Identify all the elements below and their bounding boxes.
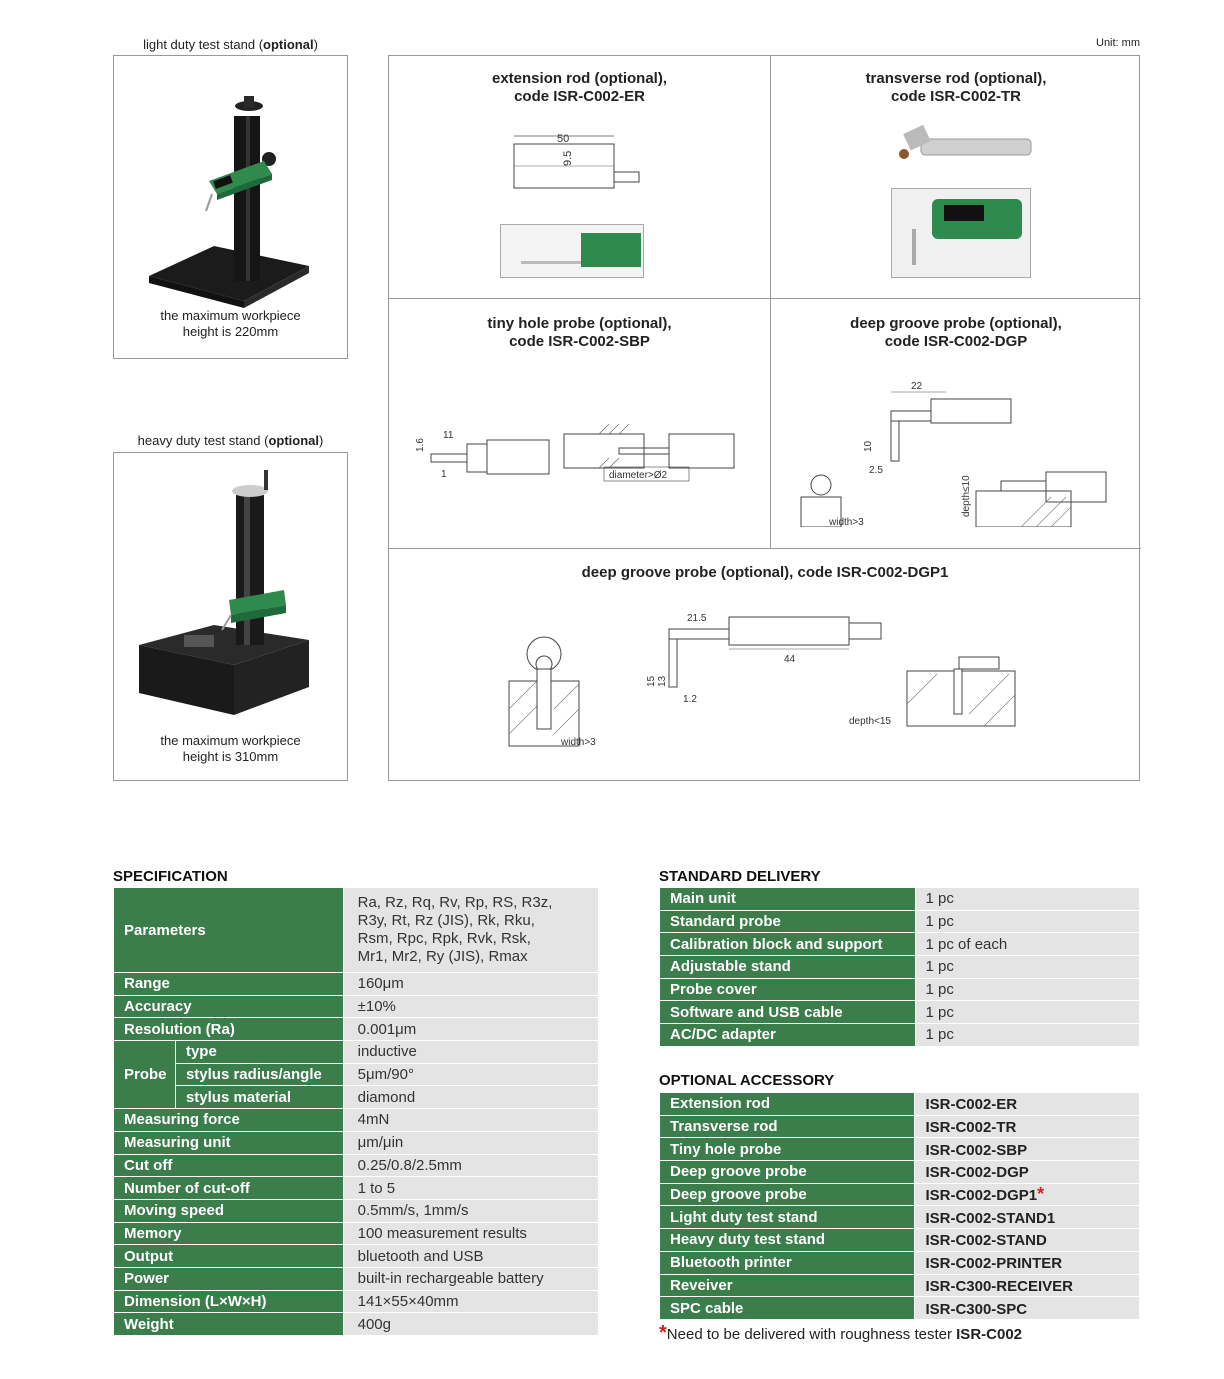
- delivery-value: 1 pc: [915, 910, 1139, 933]
- accessory-label: Transverse rod: [660, 1115, 915, 1138]
- spec-value: 0.5mm/s, 1mm/s: [343, 1199, 598, 1222]
- spec-label: Cut off: [114, 1154, 344, 1177]
- table-row: [660, 978, 1140, 1001]
- accessory-value: [915, 1093, 1140, 1116]
- probe-dgp-dim-c: 2.5: [869, 465, 883, 476]
- accessory-code: ISR-C002-STAND: [925, 1232, 1047, 1250]
- spec-value: bluetooth and USB: [343, 1245, 598, 1268]
- table-row: [114, 1313, 599, 1336]
- probe-dgp-title-1: deep groove probe (optional),: [850, 315, 1062, 332]
- table-row: [114, 995, 599, 1018]
- table-row: [114, 1063, 599, 1086]
- delivery-value: 1 pc: [915, 956, 1139, 979]
- table-row: [660, 933, 1140, 956]
- probe-dgp-drawing: [791, 377, 1131, 527]
- table-row: [660, 1274, 1140, 1297]
- light-stand-caption: light duty test stand (optional): [143, 37, 318, 52]
- spec-label: Memory: [114, 1222, 344, 1245]
- delivery-table: [659, 887, 1140, 1047]
- table-row: [114, 1131, 599, 1154]
- probe-sbp-dim-d: diameter>Ø2: [609, 470, 668, 481]
- spec-value: 141×55×40mm: [343, 1290, 598, 1313]
- table-row: [114, 1177, 599, 1200]
- probe-dgp1-dim-f: width>3: [561, 737, 596, 748]
- table-row: [660, 1024, 1140, 1047]
- accessory-code: ISR-C002-PRINTER: [925, 1255, 1063, 1273]
- accessory-code: ISR-C300-RECEIVER: [925, 1277, 1073, 1295]
- accessory-label: Tiny hole probe: [660, 1138, 915, 1161]
- spec-label: Measuring force: [114, 1109, 344, 1132]
- spec-parameters-line: R3y, Rt, Rz (JIS), Rk, Rku,: [357, 912, 535, 929]
- accessory-label: Extension rod: [660, 1093, 915, 1116]
- heavy-stand-image: [114, 465, 347, 725]
- heavy-stand-panel: [113, 452, 348, 781]
- spec-label: Accuracy: [114, 995, 344, 1018]
- probe-er-dim-b: 9.5: [562, 150, 574, 166]
- probe-sbp-drawing: [409, 424, 749, 494]
- spec-label-parameters: Parameters: [114, 888, 344, 973]
- probe-dgp1-dim-b: 44: [784, 654, 796, 665]
- accessory-code: ISR-C002-ER: [925, 1096, 1018, 1114]
- spec-value: ±10%: [343, 995, 598, 1018]
- spec-value: 1 to 5: [343, 1177, 598, 1200]
- probe-cell-dgp: [771, 299, 1141, 549]
- probe-sbp-title-2: code ISR-C002-SBP: [509, 333, 650, 350]
- accessory-code: ISR-C002-SBP: [925, 1141, 1028, 1159]
- accessory-code: ISR-C002-TR: [925, 1119, 1017, 1137]
- table-row: [660, 1161, 1140, 1184]
- table-row: [114, 1154, 599, 1177]
- table-row: [660, 956, 1140, 979]
- spec-value: 0.001μm: [343, 1018, 598, 1041]
- probe-cell-tr: [771, 56, 1141, 299]
- accessory-code: ISR-C002-STAND1: [925, 1209, 1056, 1227]
- accessory-value: [915, 1138, 1140, 1161]
- delivery-value: 1 pc of each: [915, 933, 1139, 956]
- table-row: [114, 1245, 599, 1268]
- probe-dgp1-drawing: [499, 609, 1039, 759]
- spec-label: Output: [114, 1245, 344, 1268]
- spec-value: 400g: [343, 1313, 598, 1336]
- table-row: [660, 1115, 1140, 1138]
- delivery-label: Software and USB cable: [660, 1001, 916, 1024]
- accessory-value: [915, 1229, 1140, 1252]
- table-row: [660, 1297, 1140, 1320]
- table-row: [114, 1267, 599, 1290]
- table-row: [114, 1086, 599, 1109]
- probe-er-title-1: extension rod (optional),: [492, 70, 667, 87]
- accessory-label: Bluetooth printer: [660, 1251, 915, 1274]
- unit-label: Unit: mm: [1096, 37, 1140, 49]
- light-stand-note-2: height is 220mm: [182, 324, 279, 339]
- table-row: [660, 1206, 1140, 1229]
- table-row: [114, 1018, 599, 1041]
- table-row: [660, 888, 1140, 911]
- accessory-value: [915, 1183, 1140, 1206]
- heavy-stand-note-2: height is 310mm: [182, 749, 279, 764]
- probe-dgp-dim-b: 10: [863, 440, 874, 452]
- spec-parameters-line: Mr1, Mr2, Ry (JIS), Rmax: [357, 948, 528, 965]
- light-stand-note-1: the maximum workpiece: [160, 308, 301, 323]
- probe-sbp-dim-b: 11: [443, 430, 454, 441]
- accessory-star: *: [1037, 1184, 1045, 1205]
- probe-dgp1-title: deep groove probe (optional), code ISR-C002-DGP1: [581, 564, 949, 581]
- accessory-value: [915, 1206, 1140, 1229]
- probe-dgp1-dim-d: 13: [657, 675, 668, 687]
- spec-label: Resolution (Ra): [114, 1018, 344, 1041]
- probe-er-photo: [500, 224, 644, 278]
- table-row: [114, 1041, 599, 1064]
- spec-value: 4mN: [343, 1109, 598, 1132]
- spec-value: inductive: [343, 1041, 598, 1064]
- spec-table: [113, 887, 599, 1336]
- table-row: [660, 1251, 1140, 1274]
- probe-dgp1-dim-g: depth<15: [849, 716, 891, 727]
- spec-label: Moving speed: [114, 1199, 344, 1222]
- table-row: [114, 1109, 599, 1132]
- probe-tr-title-2: code ISR-C002-TR: [890, 88, 1022, 105]
- probe-dgp-title-2: code ISR-C002-DGP: [884, 333, 1028, 350]
- accessory-title: OPTIONAL ACCESSORY: [659, 1072, 835, 1089]
- spec-parameters-line: Rsm, Rpc, Rpk, Rvk, Rsk,: [357, 930, 531, 947]
- table-row: [114, 973, 599, 996]
- spec-value: 160μm: [343, 973, 598, 996]
- accessory-value: [915, 1115, 1140, 1138]
- accessory-label: SPC cable: [660, 1297, 915, 1320]
- spec-label: Number of cut-off: [114, 1177, 344, 1200]
- accessory-label: Deep groove probe: [660, 1183, 915, 1206]
- delivery-label: Standard probe: [660, 910, 916, 933]
- probe-sbp-dim-a: 1.6: [415, 438, 426, 452]
- probe-cell-sbp: [389, 299, 771, 549]
- table-row: [114, 1222, 599, 1245]
- spec-value: 100 measurement results: [343, 1222, 598, 1245]
- probe-dgp1-dim-c: 15: [646, 675, 657, 687]
- probe-sbp-title-1: tiny hole probe (optional),: [487, 315, 672, 332]
- table-row: [660, 1093, 1140, 1116]
- spec-value: μm/μin: [343, 1131, 598, 1154]
- spec-value: diamond: [343, 1086, 598, 1109]
- delivery-label: AC/DC adapter: [660, 1024, 916, 1047]
- delivery-value: 1 pc: [915, 1001, 1139, 1024]
- accessory-table: [659, 1092, 1140, 1320]
- accessory-label: Heavy duty test stand: [660, 1229, 915, 1252]
- probe-tr-title-1: transverse rod (optional),: [865, 70, 1047, 87]
- accessory-value: [915, 1297, 1140, 1320]
- accessory-label: Light duty test stand: [660, 1206, 915, 1229]
- probe-dgp1-dim-a: 21.5: [687, 613, 707, 624]
- table-row: [660, 1001, 1140, 1024]
- probe-er-dim-a: 50: [557, 133, 570, 145]
- table-row: [660, 1138, 1140, 1161]
- table-row: [114, 888, 599, 973]
- delivery-value: 1 pc: [915, 1024, 1139, 1047]
- table-row: [114, 1290, 599, 1313]
- probe-cell-dgp1: [389, 549, 1141, 782]
- spec-parameters-line: Ra, Rz, Rq, Rv, Rp, RS, R3z,: [357, 894, 553, 911]
- spec-sublabel: type: [175, 1041, 343, 1064]
- probe-dgp-dim-e: depth≤10: [961, 475, 972, 517]
- spec-title: SPECIFICATION: [113, 868, 228, 885]
- accessory-code: ISR-C002-DGP: [925, 1164, 1029, 1182]
- probe-er-drawing: [499, 126, 669, 196]
- table-row: [660, 1183, 1140, 1206]
- spec-label: Power: [114, 1267, 344, 1290]
- spec-value: built-in rechargeable battery: [343, 1267, 598, 1290]
- light-stand-panel: [113, 55, 348, 359]
- spec-label-probe: Probe: [114, 1041, 176, 1109]
- table-row: [660, 910, 1140, 933]
- table-row: [660, 1229, 1140, 1252]
- spec-value-parameters: [343, 888, 598, 973]
- probe-sbp-dim-c: 1: [441, 469, 447, 480]
- delivery-title: STANDARD DELIVERY: [659, 868, 821, 885]
- spec-sublabel: stylus radius/angle: [175, 1063, 343, 1086]
- delivery-label: Main unit: [660, 888, 916, 911]
- probe-tr-rod-image: [896, 121, 1046, 176]
- accessory-label: Deep groove probe: [660, 1161, 915, 1184]
- delivery-label: Calibration block and support: [660, 933, 916, 956]
- probe-tr-photo: [891, 188, 1031, 278]
- probe-dgp1-dim-e: 1.2: [683, 694, 697, 705]
- delivery-value: 1 pc: [915, 888, 1139, 911]
- delivery-label: Adjustable stand: [660, 956, 916, 979]
- delivery-label: Probe cover: [660, 978, 916, 1001]
- delivery-value: 1 pc: [915, 978, 1139, 1001]
- spec-label: Measuring unit: [114, 1131, 344, 1154]
- spec-sublabel: stylus material: [175, 1086, 343, 1109]
- spec-value: 5μm/90°: [343, 1063, 598, 1086]
- probes-panel: [388, 55, 1140, 781]
- accessory-code: ISR-C002-DGP1: [925, 1187, 1038, 1205]
- spec-label: Dimension (L×W×H): [114, 1290, 344, 1313]
- accessory-value: [915, 1251, 1140, 1274]
- accessory-value: [915, 1161, 1140, 1184]
- light-stand-image: [114, 86, 347, 316]
- accessory-footnote: *Need to be delivered with roughness tester ISR-C002: [659, 1322, 1022, 1344]
- heavy-stand-note-1: the maximum workpiece: [160, 733, 301, 748]
- accessory-code: ISR-C300-SPC: [925, 1300, 1028, 1318]
- probe-er-title-2: code ISR-C002-ER: [514, 88, 645, 105]
- accessory-value: [915, 1274, 1140, 1297]
- accessory-label: Reveiver: [660, 1274, 915, 1297]
- probe-dgp-dim-d: width>3: [829, 517, 864, 527]
- table-row: [114, 1199, 599, 1222]
- spec-label: Weight: [114, 1313, 344, 1336]
- spec-label: Range: [114, 973, 344, 996]
- spec-value: 0.25/0.8/2.5mm: [343, 1154, 598, 1177]
- probe-dgp-dim-a: 22: [911, 381, 923, 392]
- heavy-stand-caption: heavy duty test stand (optional): [137, 433, 324, 448]
- probe-cell-er: [389, 56, 771, 299]
